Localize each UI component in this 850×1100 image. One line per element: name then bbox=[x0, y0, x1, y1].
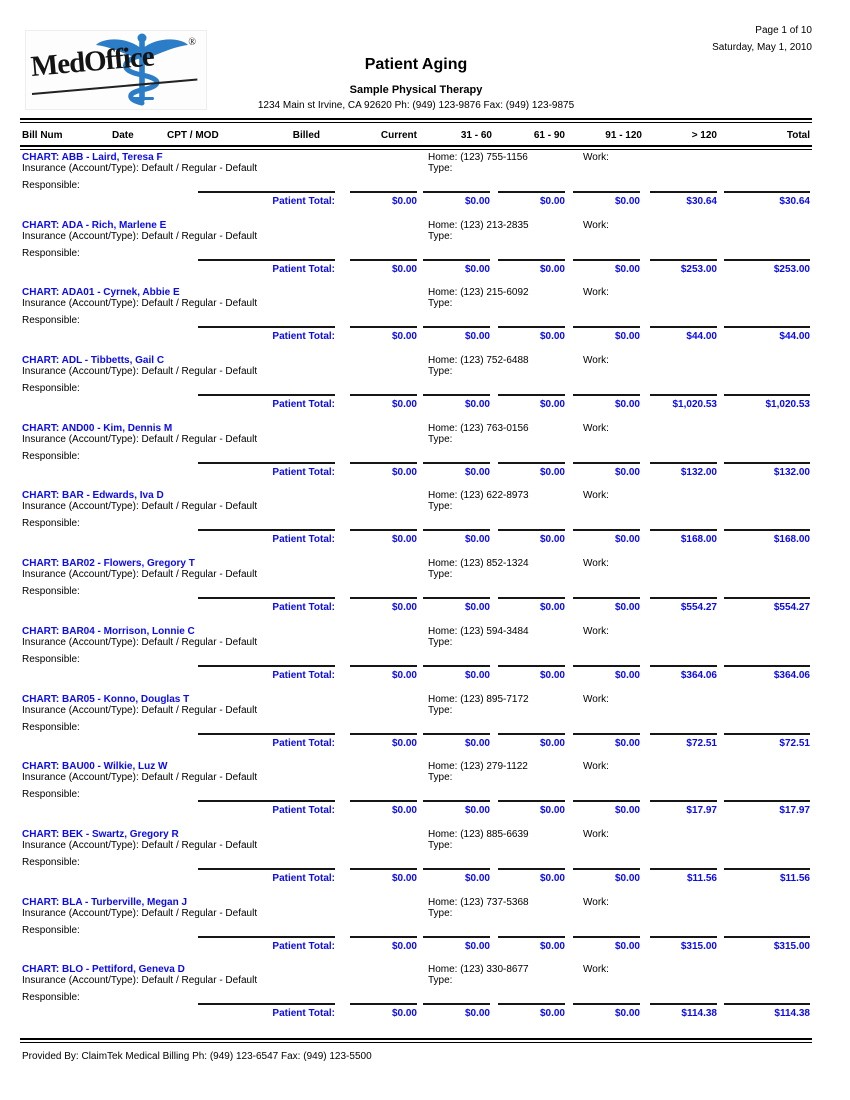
amount-31-60: $0.00 bbox=[464, 263, 490, 275]
patient-list bbox=[0, 152, 850, 1032]
patient-block bbox=[0, 423, 850, 491]
type-label: Type: bbox=[428, 975, 453, 987]
responsible-label: Responsible: bbox=[22, 450, 80, 462]
work-phone-label: Work: bbox=[583, 422, 609, 434]
type-label: Type: bbox=[428, 163, 453, 174]
work-phone-label: Work: bbox=[583, 693, 609, 705]
rule-current bbox=[350, 733, 417, 735]
patient-home-phone: Home: (123) 852-1324 bbox=[428, 558, 529, 570]
patient-insurance-line: Insurance (Account/Type): Default / Regular - Default bbox=[22, 772, 258, 784]
rule-61-90 bbox=[498, 800, 565, 802]
report-title: Patient Aging bbox=[364, 56, 468, 73]
patient-insurance-line: Insurance (Account/Type): Default / Regular - Default bbox=[22, 230, 258, 242]
amount-current: $0.00 bbox=[391, 872, 417, 884]
amount-91-120: $0.00 bbox=[614, 331, 640, 343]
patient-block bbox=[0, 761, 850, 829]
rule-current bbox=[350, 462, 417, 464]
rule-current bbox=[350, 597, 417, 599]
responsible-label: Responsible: bbox=[22, 180, 80, 191]
patient-total-label: Patient Total: bbox=[272, 1008, 335, 1020]
rule-61-90 bbox=[498, 597, 565, 599]
amount-current: $0.00 bbox=[391, 534, 417, 546]
rule-total bbox=[724, 191, 810, 193]
work-phone-label: Work: bbox=[583, 828, 609, 840]
rule-61-90 bbox=[498, 259, 565, 261]
type-label: Type: bbox=[428, 433, 453, 445]
rule-91-120 bbox=[573, 462, 640, 464]
rule-over-120 bbox=[650, 529, 717, 531]
responsible-label: Responsible: bbox=[22, 924, 80, 936]
patient-block bbox=[0, 829, 850, 897]
patient-total-label: Patient Total: bbox=[272, 737, 335, 749]
rule-31-60 bbox=[423, 394, 490, 396]
rule-31-60 bbox=[423, 868, 490, 870]
patient-home-phone: Home: (123) 737-5368 bbox=[428, 896, 529, 908]
work-phone-label: Work: bbox=[583, 896, 609, 908]
amount-over-120: $30.64 bbox=[686, 196, 717, 207]
amount-91-120: $0.00 bbox=[614, 263, 640, 275]
patient-home-phone: Home: (123) 594-3484 bbox=[428, 625, 529, 637]
rule-total bbox=[724, 259, 810, 261]
col-header-over-120: > 120 bbox=[691, 130, 717, 141]
footer-rule bbox=[20, 1038, 812, 1043]
patient-chart-label: CHART: ADL - Tibbetts, Gail C bbox=[22, 355, 165, 367]
type-label: Type: bbox=[428, 298, 453, 310]
practice-name: Sample Physical Therapy bbox=[349, 84, 483, 96]
col-header-61-90: 61 - 90 bbox=[533, 130, 565, 141]
rule-61-90 bbox=[498, 394, 565, 396]
type-label: Type: bbox=[428, 772, 453, 784]
patient-insurance-line: Insurance (Account/Type): Default / Regular - Default bbox=[22, 501, 258, 513]
rule-total bbox=[724, 394, 810, 396]
amount-91-120: $0.00 bbox=[614, 805, 640, 817]
patient-block bbox=[0, 626, 850, 694]
rule-over-120 bbox=[650, 868, 717, 870]
amount-61-90: $0.00 bbox=[539, 331, 565, 343]
rule-61-90 bbox=[498, 191, 565, 193]
amount-31-60: $0.00 bbox=[464, 466, 490, 478]
col-header-billed: Billed bbox=[292, 130, 320, 141]
rule-91-120 bbox=[573, 191, 640, 193]
rule-over-120 bbox=[650, 800, 717, 802]
patient-total-label: Patient Total: bbox=[272, 872, 335, 884]
rule-31-60 bbox=[423, 733, 490, 735]
rule-over-120 bbox=[650, 936, 717, 938]
amount-61-90: $0.00 bbox=[539, 263, 565, 275]
amount-91-120: $0.00 bbox=[614, 534, 640, 546]
amount-over-120: $1,020.53 bbox=[672, 399, 717, 411]
amount-total: $17.97 bbox=[779, 805, 810, 817]
rule-billed bbox=[198, 800, 335, 802]
responsible-label: Responsible: bbox=[22, 247, 80, 259]
amount-31-60: $0.00 bbox=[464, 196, 490, 207]
amount-current: $0.00 bbox=[391, 940, 417, 952]
amount-31-60: $0.00 bbox=[464, 1008, 490, 1020]
rule-91-120 bbox=[573, 597, 640, 599]
rule-billed bbox=[198, 733, 335, 735]
patient-total-label: Patient Total: bbox=[272, 399, 335, 411]
rule-over-120 bbox=[650, 665, 717, 667]
amount-over-120: $554.27 bbox=[680, 602, 717, 614]
rule-billed bbox=[198, 665, 335, 667]
practice-contact: 1234 Main st Irvine, CA 92620 Ph: (949) 123-9876 Fax: (949) 123-9875 bbox=[257, 100, 575, 111]
amount-over-120: $364.06 bbox=[680, 669, 717, 681]
responsible-label: Responsible: bbox=[22, 856, 80, 868]
patient-chart-label: CHART: ABB - Laird, Teresa F bbox=[22, 152, 163, 163]
responsible-label: Responsible: bbox=[22, 586, 80, 598]
patient-block bbox=[0, 152, 850, 220]
amount-31-60: $0.00 bbox=[464, 602, 490, 614]
type-label: Type: bbox=[428, 569, 453, 581]
patient-chart-label: CHART: ADA - Rich, Marlene E bbox=[22, 219, 167, 231]
rule-total bbox=[724, 326, 810, 328]
rule-31-60 bbox=[423, 1003, 490, 1005]
patient-chart-label: CHART: BAU00 - Wilkie, Luz W bbox=[22, 761, 168, 773]
amount-31-60: $0.00 bbox=[464, 331, 490, 343]
patient-chart-label: CHART: BLA - Turberville, Megan J bbox=[22, 896, 188, 908]
responsible-label: Responsible: bbox=[22, 721, 80, 733]
amount-over-120: $253.00 bbox=[680, 263, 717, 275]
rule-billed bbox=[198, 529, 335, 531]
patient-chart-label: CHART: BAR - Edwards, Iva D bbox=[22, 490, 164, 502]
amount-over-120: $11.56 bbox=[686, 872, 717, 884]
rule-current bbox=[350, 936, 417, 938]
patient-block bbox=[0, 355, 850, 423]
rule-91-120 bbox=[573, 936, 640, 938]
amount-current: $0.00 bbox=[391, 466, 417, 478]
patient-home-phone: Home: (123) 213-2835 bbox=[428, 219, 529, 231]
patient-block bbox=[0, 964, 850, 1032]
patient-home-phone: Home: (123) 885-6639 bbox=[428, 828, 529, 840]
work-phone-label: Work: bbox=[583, 761, 609, 773]
rule-total bbox=[724, 665, 810, 667]
patient-total-label: Patient Total: bbox=[272, 669, 335, 681]
rule-91-120 bbox=[573, 529, 640, 531]
patient-insurance-line: Insurance (Account/Type): Default / Regular - Default bbox=[22, 366, 258, 378]
patient-insurance-line: Insurance (Account/Type): Default / Regular - Default bbox=[22, 839, 258, 851]
patient-total-label: Patient Total: bbox=[272, 196, 335, 207]
rule-31-60 bbox=[423, 800, 490, 802]
patient-total-label: Patient Total: bbox=[272, 805, 335, 817]
logo-wordmark: MedOffice bbox=[29, 40, 155, 83]
patient-chart-label: CHART: ADA01 - Cyrnek, Abbie E bbox=[22, 287, 180, 299]
amount-current: $0.00 bbox=[391, 1008, 417, 1020]
amount-total: $114.38 bbox=[774, 1008, 810, 1020]
amount-91-120: $0.00 bbox=[614, 940, 640, 952]
type-label: Type: bbox=[428, 366, 453, 378]
work-phone-label: Work: bbox=[583, 219, 609, 231]
patient-total-label: Patient Total: bbox=[272, 602, 335, 614]
rule-billed bbox=[198, 1003, 335, 1005]
rule-billed bbox=[198, 868, 335, 870]
amount-91-120: $0.00 bbox=[614, 196, 640, 207]
patient-home-phone: Home: (123) 752-6488 bbox=[428, 355, 529, 367]
amount-current: $0.00 bbox=[391, 331, 417, 343]
amount-91-120: $0.00 bbox=[614, 399, 640, 411]
patient-chart-label: CHART: BAR02 - Flowers, Gregory T bbox=[22, 558, 195, 570]
patient-block bbox=[0, 694, 850, 762]
amount-61-90: $0.00 bbox=[539, 872, 565, 884]
type-label: Type: bbox=[428, 907, 453, 919]
rule-total bbox=[724, 597, 810, 599]
patient-insurance-line: Insurance (Account/Type): Default / Regular - Default bbox=[22, 907, 258, 919]
patient-chart-label: CHART: BAR04 - Morrison, Lonnie C bbox=[22, 625, 195, 637]
patient-home-phone: Home: (123) 330-8677 bbox=[428, 964, 529, 976]
amount-over-120: $72.51 bbox=[686, 737, 717, 749]
rule-over-120 bbox=[650, 394, 717, 396]
work-phone-label: Work: bbox=[583, 964, 609, 976]
amount-total: $253.00 bbox=[773, 263, 810, 275]
amount-31-60: $0.00 bbox=[464, 940, 490, 952]
amount-91-120: $0.00 bbox=[614, 1008, 640, 1020]
amount-total: $168.00 bbox=[773, 534, 810, 546]
rule-total bbox=[724, 936, 810, 938]
amount-current: $0.00 bbox=[391, 669, 417, 681]
col-header-31-60: 31 - 60 bbox=[460, 130, 492, 141]
amount-over-120: $132.00 bbox=[680, 466, 717, 478]
amount-over-120: $17.97 bbox=[686, 805, 717, 817]
amount-current: $0.00 bbox=[391, 196, 417, 207]
amount-current: $0.00 bbox=[391, 602, 417, 614]
patient-insurance-line: Insurance (Account/Type): Default / Regular - Default bbox=[22, 636, 258, 648]
amount-31-60: $0.00 bbox=[464, 737, 490, 749]
col-header-91-120: 91 - 120 bbox=[605, 130, 642, 141]
rule-total bbox=[724, 868, 810, 870]
col-header-bill-num: Bill Num bbox=[22, 130, 63, 141]
amount-total: $315.00 bbox=[773, 940, 810, 952]
amount-91-120: $0.00 bbox=[614, 737, 640, 749]
patient-chart-label: CHART: BLO - Pettiford, Geneva D bbox=[22, 964, 185, 976]
responsible-label: Responsible: bbox=[22, 992, 80, 1004]
rule-31-60 bbox=[423, 936, 490, 938]
rule-31-60 bbox=[423, 597, 490, 599]
rule-total bbox=[724, 462, 810, 464]
patient-total-label: Patient Total: bbox=[272, 263, 335, 275]
rule-61-90 bbox=[498, 936, 565, 938]
amount-total: $44.00 bbox=[779, 331, 810, 343]
amount-current: $0.00 bbox=[391, 805, 417, 817]
rule-91-120 bbox=[573, 733, 640, 735]
amount-over-120: $315.00 bbox=[680, 940, 717, 952]
rule-total bbox=[724, 800, 810, 802]
rule-billed bbox=[198, 326, 335, 328]
rule-over-120 bbox=[650, 597, 717, 599]
responsible-label: Responsible: bbox=[22, 315, 80, 327]
amount-61-90: $0.00 bbox=[539, 196, 565, 207]
patient-chart-label: CHART: BEK - Swartz, Gregory R bbox=[22, 828, 179, 840]
responsible-label: Responsible: bbox=[22, 383, 80, 395]
work-phone-label: Work: bbox=[583, 355, 609, 367]
type-label: Type: bbox=[428, 839, 453, 851]
amount-total: $132.00 bbox=[773, 466, 810, 478]
patient-home-phone: Home: (123) 215-6092 bbox=[428, 287, 529, 299]
type-label: Type: bbox=[428, 230, 453, 242]
patient-total-label: Patient Total: bbox=[272, 331, 335, 343]
amount-total: $364.06 bbox=[773, 669, 810, 681]
header-bottom-rule bbox=[20, 145, 812, 150]
amount-current: $0.00 bbox=[391, 737, 417, 749]
responsible-label: Responsible: bbox=[22, 789, 80, 801]
registered-trademark-symbol: ® bbox=[188, 37, 196, 48]
patient-total-label: Patient Total: bbox=[272, 534, 335, 546]
rule-total bbox=[724, 733, 810, 735]
work-phone-label: Work: bbox=[583, 558, 609, 570]
patient-insurance-line: Insurance (Account/Type): Default / Regular - Default bbox=[22, 569, 258, 581]
report-date: Saturday, May 1, 2010 bbox=[712, 42, 812, 53]
patient-total-label: Patient Total: bbox=[272, 466, 335, 478]
patient-insurance-line: Insurance (Account/Type): Default / Regular - Default bbox=[22, 975, 258, 987]
rule-91-120 bbox=[573, 394, 640, 396]
rule-billed bbox=[198, 462, 335, 464]
amount-31-60: $0.00 bbox=[464, 669, 490, 681]
rule-91-120 bbox=[573, 868, 640, 870]
patient-insurance-line: Insurance (Account/Type): Default / Regular - Default bbox=[22, 163, 258, 174]
amount-total: $72.51 bbox=[779, 737, 810, 749]
amount-total: $1,020.53 bbox=[765, 399, 810, 411]
amount-61-90: $0.00 bbox=[539, 602, 565, 614]
rule-61-90 bbox=[498, 462, 565, 464]
rule-61-90 bbox=[498, 665, 565, 667]
rule-61-90 bbox=[498, 1003, 565, 1005]
rule-31-60 bbox=[423, 259, 490, 261]
type-label: Type: bbox=[428, 704, 453, 716]
amount-31-60: $0.00 bbox=[464, 872, 490, 884]
patient-home-phone: Home: (123) 755-1156 bbox=[428, 152, 528, 163]
amount-61-90: $0.00 bbox=[539, 669, 565, 681]
patient-home-phone: Home: (123) 622-8973 bbox=[428, 490, 529, 502]
rule-billed bbox=[198, 259, 335, 261]
patient-home-phone: Home: (123) 763-0156 bbox=[428, 422, 529, 434]
rule-over-120 bbox=[650, 326, 717, 328]
amount-total: $554.27 bbox=[773, 602, 810, 614]
rule-31-60 bbox=[423, 462, 490, 464]
patient-block bbox=[0, 220, 850, 288]
amount-61-90: $0.00 bbox=[539, 805, 565, 817]
rule-91-120 bbox=[573, 259, 640, 261]
rule-current bbox=[350, 1003, 417, 1005]
rule-61-90 bbox=[498, 529, 565, 531]
rule-total bbox=[724, 529, 810, 531]
rule-billed bbox=[198, 394, 335, 396]
patient-chart-label: CHART: AND00 - Kim, Dennis M bbox=[22, 422, 173, 434]
provided-by-footer: Provided By: ClaimTek Medical Billing Ph: (949) 123-6547 Fax: (949) 123-5500 bbox=[22, 1051, 372, 1062]
amount-61-90: $0.00 bbox=[539, 399, 565, 411]
amount-31-60: $0.00 bbox=[464, 805, 490, 817]
amount-31-60: $0.00 bbox=[464, 399, 490, 411]
amount-over-120: $114.38 bbox=[681, 1008, 717, 1020]
patient-block bbox=[0, 490, 850, 558]
rule-61-90 bbox=[498, 326, 565, 328]
rule-31-60 bbox=[423, 665, 490, 667]
rule-over-120 bbox=[650, 259, 717, 261]
work-phone-label: Work: bbox=[583, 490, 609, 502]
rule-total bbox=[724, 1003, 810, 1005]
rule-current bbox=[350, 326, 417, 328]
rule-current bbox=[350, 800, 417, 802]
amount-total: $11.56 bbox=[779, 872, 810, 884]
rule-61-90 bbox=[498, 868, 565, 870]
rule-over-120 bbox=[650, 191, 717, 193]
amount-over-120: $44.00 bbox=[686, 331, 717, 343]
amount-91-120: $0.00 bbox=[614, 602, 640, 614]
rule-current bbox=[350, 259, 417, 261]
rule-91-120 bbox=[573, 1003, 640, 1005]
amount-91-120: $0.00 bbox=[614, 466, 640, 478]
rule-31-60 bbox=[423, 191, 490, 193]
rule-billed bbox=[198, 936, 335, 938]
patient-home-phone: Home: (123) 279-1122 bbox=[428, 761, 528, 773]
rule-91-120 bbox=[573, 665, 640, 667]
patient-block bbox=[0, 558, 850, 626]
rule-over-120 bbox=[650, 733, 717, 735]
header-top-rule bbox=[20, 118, 812, 123]
page-number: Page 1 of 10 bbox=[755, 25, 812, 36]
rule-over-120 bbox=[650, 1003, 717, 1005]
rule-91-120 bbox=[573, 326, 640, 328]
col-header-cpt-mod: CPT / MOD bbox=[167, 130, 219, 141]
col-header-date: Date bbox=[112, 130, 134, 141]
rule-current bbox=[350, 394, 417, 396]
amount-61-90: $0.00 bbox=[539, 737, 565, 749]
work-phone-label: Work: bbox=[583, 152, 609, 163]
type-label: Type: bbox=[428, 501, 453, 513]
rule-over-120 bbox=[650, 462, 717, 464]
patient-total-label: Patient Total: bbox=[272, 940, 335, 952]
rule-61-90 bbox=[498, 733, 565, 735]
amount-61-90: $0.00 bbox=[539, 940, 565, 952]
patient-insurance-line: Insurance (Account/Type): Default / Regular - Default bbox=[22, 433, 258, 445]
rule-current bbox=[350, 665, 417, 667]
amount-total: $30.64 bbox=[779, 196, 810, 207]
patient-home-phone: Home: (123) 895-7172 bbox=[428, 693, 529, 705]
amount-current: $0.00 bbox=[391, 263, 417, 275]
patient-insurance-line: Insurance (Account/Type): Default / Regular - Default bbox=[22, 298, 258, 310]
rule-current bbox=[350, 529, 417, 531]
patient-block bbox=[0, 897, 850, 965]
amount-61-90: $0.00 bbox=[539, 466, 565, 478]
col-header-current: Current bbox=[380, 130, 417, 141]
amount-current: $0.00 bbox=[391, 399, 417, 411]
amount-61-90: $0.00 bbox=[539, 534, 565, 546]
rule-current bbox=[350, 868, 417, 870]
patient-chart-label: CHART: BAR05 - Konno, Douglas T bbox=[22, 693, 190, 705]
amount-61-90: $0.00 bbox=[539, 1008, 565, 1020]
rule-billed bbox=[198, 191, 335, 193]
amount-over-120: $168.00 bbox=[680, 534, 717, 546]
col-header-total: Total bbox=[786, 130, 810, 141]
type-label: Type: bbox=[428, 636, 453, 648]
rule-31-60 bbox=[423, 529, 490, 531]
amount-31-60: $0.00 bbox=[464, 534, 490, 546]
amount-91-120: $0.00 bbox=[614, 872, 640, 884]
rule-current bbox=[350, 191, 417, 193]
rule-91-120 bbox=[573, 800, 640, 802]
patient-block bbox=[0, 287, 850, 355]
patient-insurance-line: Insurance (Account/Type): Default / Regular - Default bbox=[22, 704, 258, 716]
responsible-label: Responsible: bbox=[22, 653, 80, 665]
work-phone-label: Work: bbox=[583, 625, 609, 637]
responsible-label: Responsible: bbox=[22, 518, 80, 530]
rule-billed bbox=[198, 597, 335, 599]
amount-91-120: $0.00 bbox=[614, 669, 640, 681]
rule-31-60 bbox=[423, 326, 490, 328]
work-phone-label: Work: bbox=[583, 287, 609, 299]
